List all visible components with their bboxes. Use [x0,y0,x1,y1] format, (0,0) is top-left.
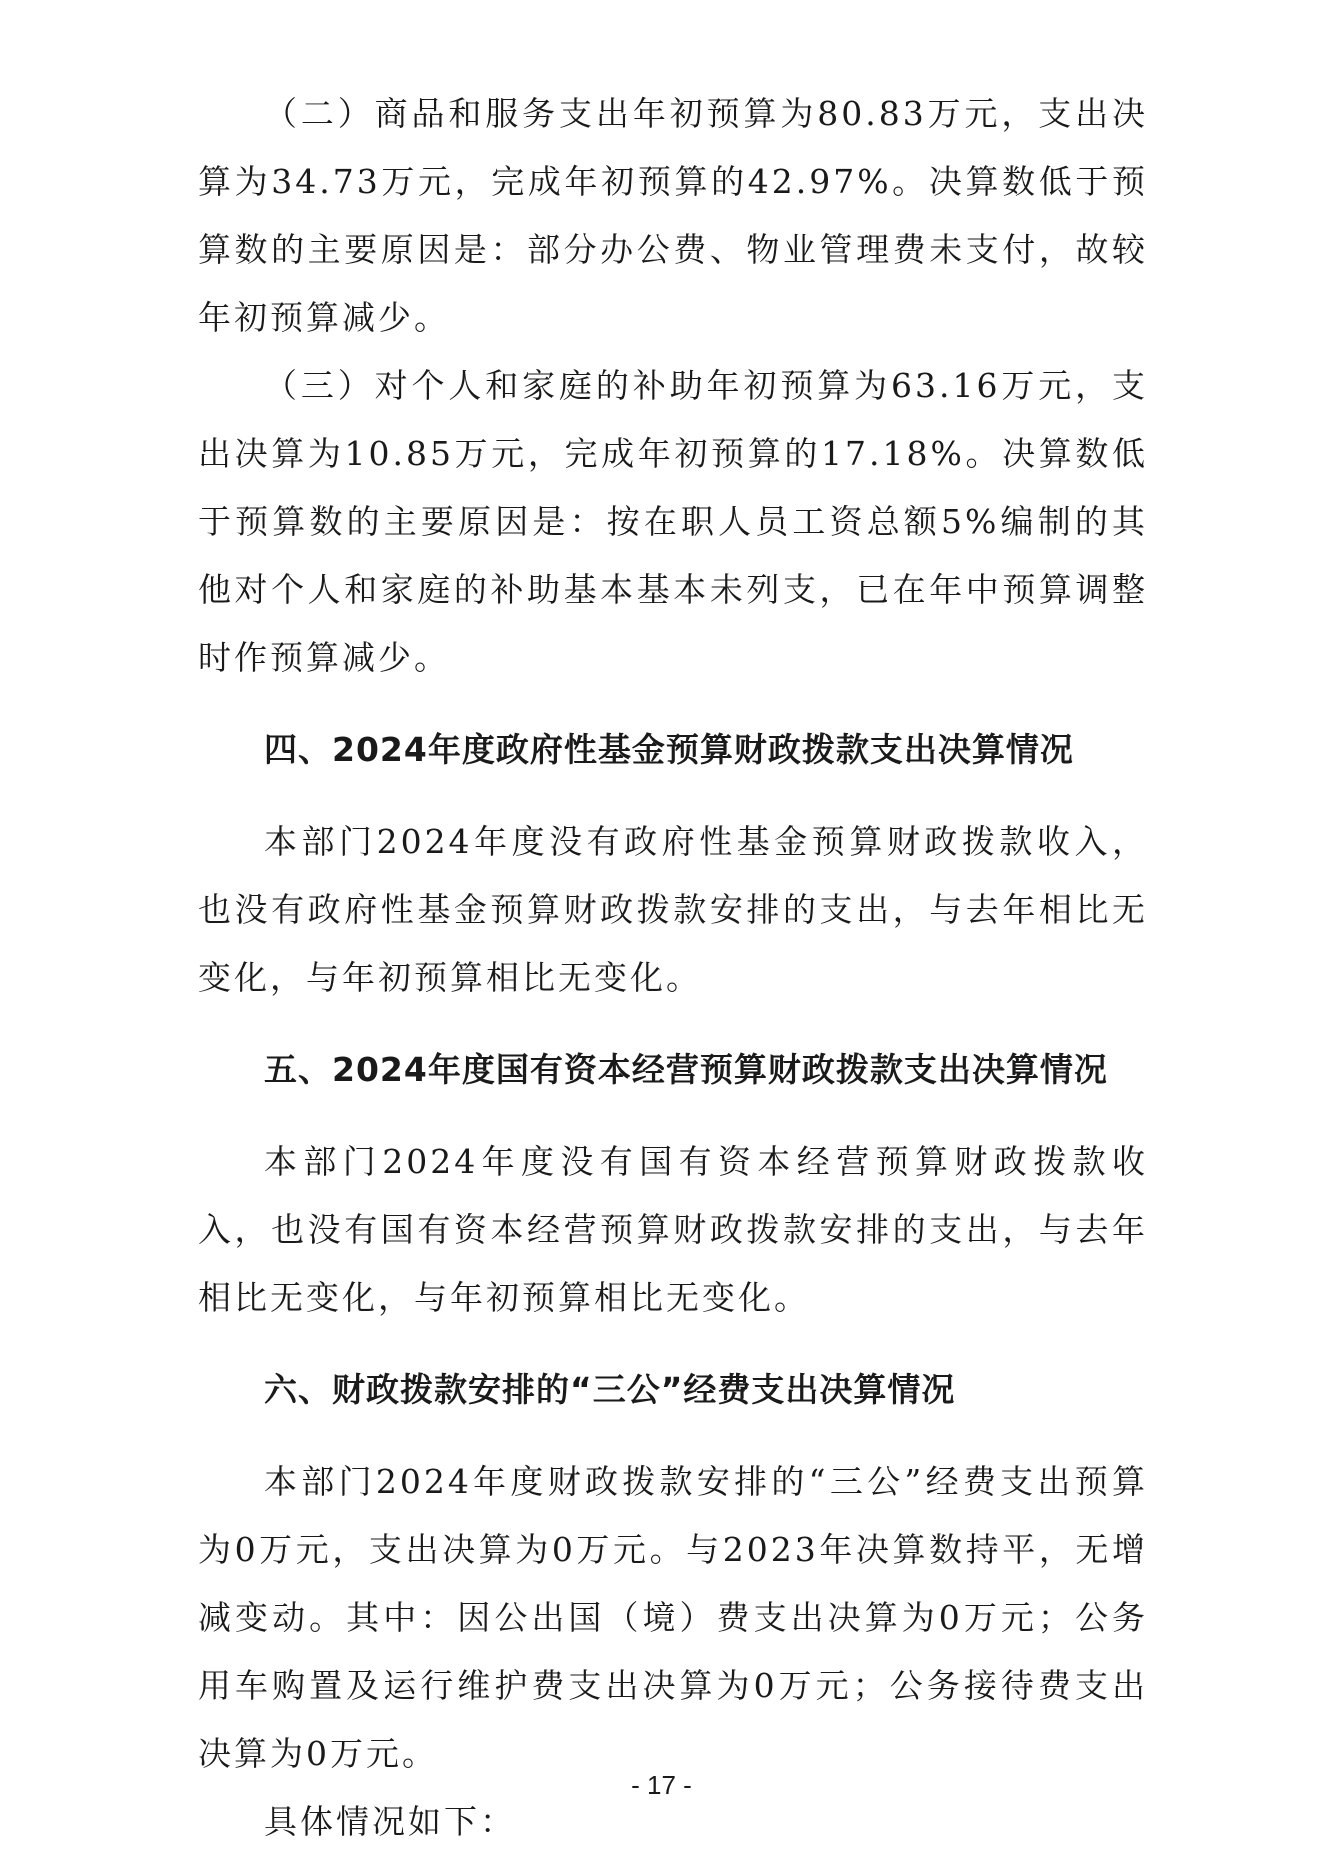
section-heading-three-public: 六、财政拨款安排的“三公”经费支出决算情况 [264,1370,956,1409]
section-heading-state-capital: 五、2024年度国有资本经营预算财政拨款支出决算情况 [264,1050,1108,1089]
section-body-three-public: 本部门2024年度财政拨款安排的“三公”经费支出预算为0万元，支出决算为0万元。与2023年决算数持平，无增减变动。其中：因公出国（境）费支出决算为0万元；公务用车购置及运行维护费支出决算为0万元；公务接待费支出决算为0万元。 [198,1462,1148,1773]
page-number: - 17 - [631,1770,692,1800]
section-body-state-capital: 本部门2024年度没有国有资本经营预算财政拨款收入，也没有国有资本经营预算财政拨款安排的支出，与去年相比无变化，与年初预算相比无变化。 [198,1142,1148,1317]
document-page [198,80,1148,1856]
section-heading-government-fund: 四、2024年度政府性基金预算财政拨款支出决算情况 [264,730,1074,769]
section-body-government-fund: 本部门2024年度没有政府性基金预算财政拨款收入，也没有政府性基金预算财政拨款安排的支出，与去年相比无变化，与年初预算相比无变化。 [198,822,1148,997]
section-body-details-intro: 具体情况如下： [264,1802,516,1841]
paragraph-goods-services: （二）商品和服务支出年初预算为80.83万元，支出决算为34.73万元，完成年初预算的42.97%。决算数低于预算数的主要原因是：部分办公费、物业管理费未支付，故较年初预算减少。 [198,94,1148,337]
paragraph-household-subsidy: （三）对个人和家庭的补助年初预算为63.16万元，支出决算为10.85万元，完成年初预算的17.18%。决算数低于预算数的主要原因是：按在职人员工资总额5%编制的其他对个人和家庭的补助基本基本未列支，已在年中预算调整时作预算减少。 [198,366,1148,677]
